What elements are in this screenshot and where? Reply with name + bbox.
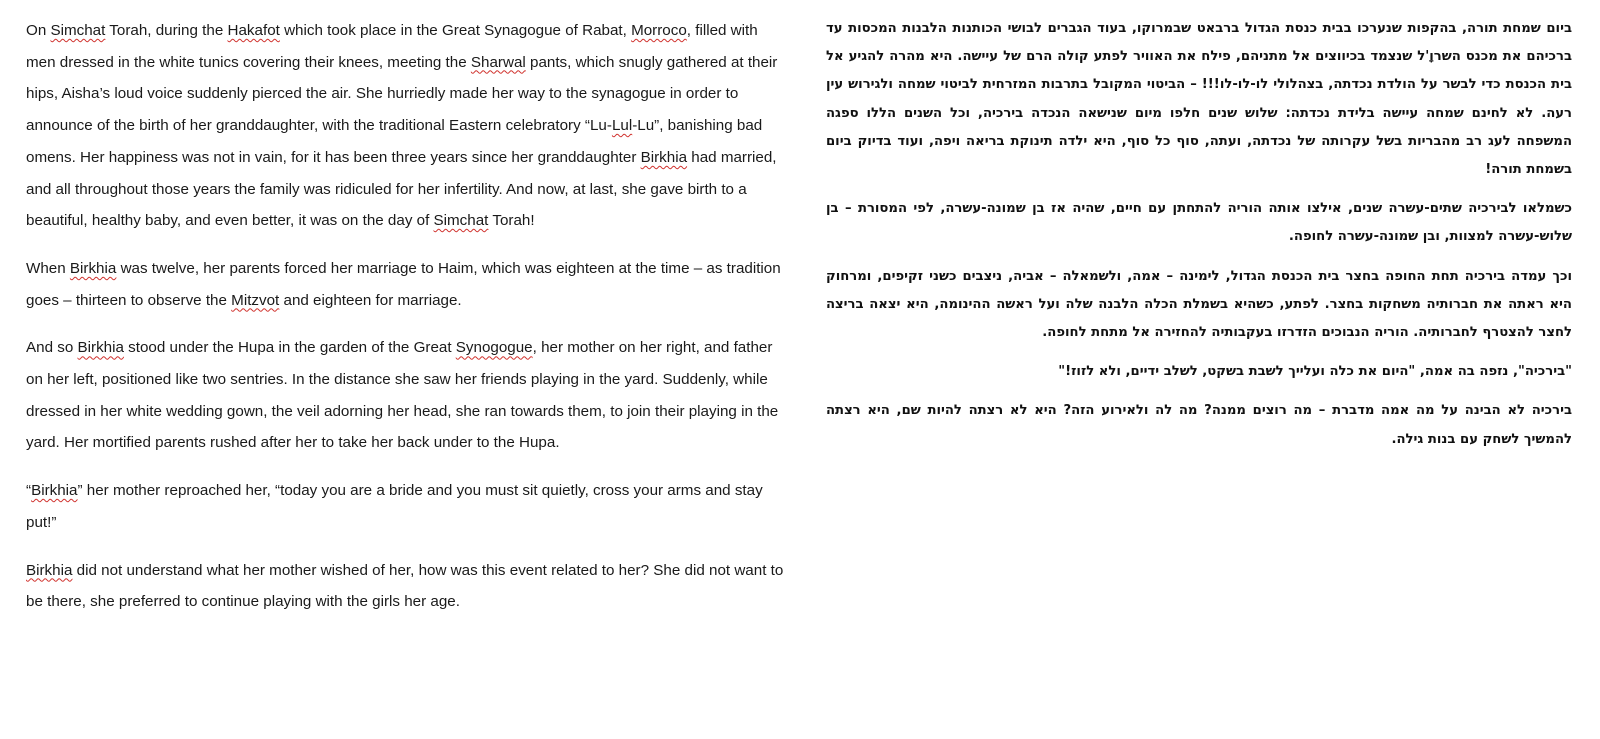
- hebrew-paragraph-5: בירכיה לא הבינה על מה אמה מדברת – מה רוצים ממנה? מה לה ולאירוע הזה? היא לא רצתה להיות שם, היא רצתה להמשיך לשחק עם בנות גילה.: [826, 403, 1572, 447]
- english-paragraph-2: When Birkhia was twelve, her parents forced her marriage to Haim, which was eighteen at the time – as tradition goes – thirteen to observe the Mitzvot and eighteen for marriage.: [26, 259, 781, 309]
- spellcheck-flagged-word[interactable]: Sharwal: [470, 53, 526, 71]
- spellcheck-flagged-word[interactable]: Lul: [611, 117, 633, 135]
- english-text-column: [26, 15, 786, 634]
- spellcheck-flagged-word[interactable]: Hakafot: [227, 22, 280, 39]
- hebrew-text-column: [826, 15, 1572, 465]
- spellcheck-flagged-word[interactable]: Birkhia: [69, 259, 117, 277]
- english-paragraph-5: Birkhia did not understand what her mother wished of her, how was this event related to her? She did not want to be there, she preferred to continue playing with the girls her age.: [26, 561, 784, 611]
- spellcheck-flagged-word[interactable]: Birkhia: [640, 148, 688, 166]
- spellcheck-flagged-word[interactable]: Simchat: [50, 22, 106, 39]
- spellcheck-flagged-word[interactable]: Mitzvot: [231, 291, 280, 309]
- hebrew-paragraph-3: וכך עמדה בירכיה תחת החופה בחצר בית הכנסת הגדול, לימינה – אמה, ולשמאלה – אביה, ניצבים כשני זקיפים, ומרחוק היא ראתה את חברותיה משחקות בחצר. לפתע, כשהיא בשמלת הכלה הלבנה שלה ועל ראשה ההינומה, היא יצאה בריצה לחצר להצטרף לחברותיה. הוריה הנבוכים הזדרזו בעקבותיה להחזירה אל מתחת לחופה.: [826, 268, 1572, 341]
- spellcheck-flagged-word[interactable]: Birkhia: [77, 339, 124, 357]
- english-paragraph-1: On Simchat Torah, during the Hakafot which took place in the Great Synagogue of Rabat, Morroco, filled with men dressed in the white tunics covering their knees, meeting the Sharwal pants, which snugly gathered at their hips, Aisha’s loud voice suddenly pierced the air. She hurriedly made her way to the synagogue in order to announce of the birth of her granddaughter, with the traditional Eastern celebratory “Lu-Lul-Lu”, banishing bad omens. Her happiness was not in vain, for it has been three years since her granddaughter Birkhia had married, and all throughout those years the family was ridiculed for her infertility. And now, at last, she gave birth to a beautiful, healthy baby, and even better, it was on the day of Simchat Torah!: [26, 22, 778, 230]
- hebrew-paragraph-1: ביום שמחת תורה, בהקפות שנערכו בבית כנסת הגדול ברבאט שבמרוקו, בעוד הגברים לבושי הכותנות הלבנות המכסות עד ברכיהם את מכנס השרוָ'ל שנצמד בכיווצים אל מתניהם, פילח את האוויר לפתע קולה הרם של עיישה. היא מהרה להגיע אל בית הכנסת כדי לבשר על הולדת נכדתה, בצהלולי לו-לו-לו!!! – הביטוי המקובל בתרבות המזרחית לביטוי שמחה ולגירוש עין רעה. לא לחינם שמחה עיישה בלידת נכדתה: שלוש שנים חלפו מיום שנישאה הנכדה בירכיה, וכל השנים הללו ספגה המשפחה לעג רב מהבריות בשל עקרותה של נכדתה, ועתה, סוף כל סוף, היא ילדה תינוקת בריאה ויפה, ועוד בדיוק ביום בשמחת תורה!: [826, 21, 1572, 178]
- spellcheck-flagged-word[interactable]: Simchat: [433, 212, 489, 230]
- english-paragraph-3: And so Birkhia stood under the Hupa in the garden of the Great Synogogue, her mother on her right, and father on her left, positioned like two sentries. In the distance she saw her friends playing in the yard. Suddenly, while dressed in her white wedding gown, the veil adorning her head, she ran towards them, to join their playing in the yard. Her mortified parents rushed after her to take her back under to the Hupa.: [26, 339, 779, 452]
- hebrew-paragraph-2: כשמלאו לבירכיה שתים-עשרה שנים, אילצו אותה הוריה להתחתן עם חיים, שהיה אז בן שמונה-עשרה, לפי המסורת – בן שלוש-עשרה למצוות, ובן שמונה-עשרה לחופה.: [826, 201, 1572, 245]
- hebrew-paragraph-4: "בירכיה", נזפה בה אמה, "היום את כלה ועלייך לשבת בשקט, לשלב ידיים, ולא לזוז!": [1058, 364, 1572, 380]
- spellcheck-flagged-word[interactable]: Synogogue: [455, 339, 533, 357]
- spellcheck-flagged-word[interactable]: Morroco: [631, 22, 687, 39]
- english-paragraph-4: “Birkhia” her mother reproached her, “today you are a bride and you must sit quietly, cross your arms and stay put!”: [26, 482, 763, 531]
- spellcheck-flagged-word[interactable]: Birkhia: [31, 482, 78, 500]
- spellcheck-flagged-word[interactable]: Birkhia: [26, 561, 73, 579]
